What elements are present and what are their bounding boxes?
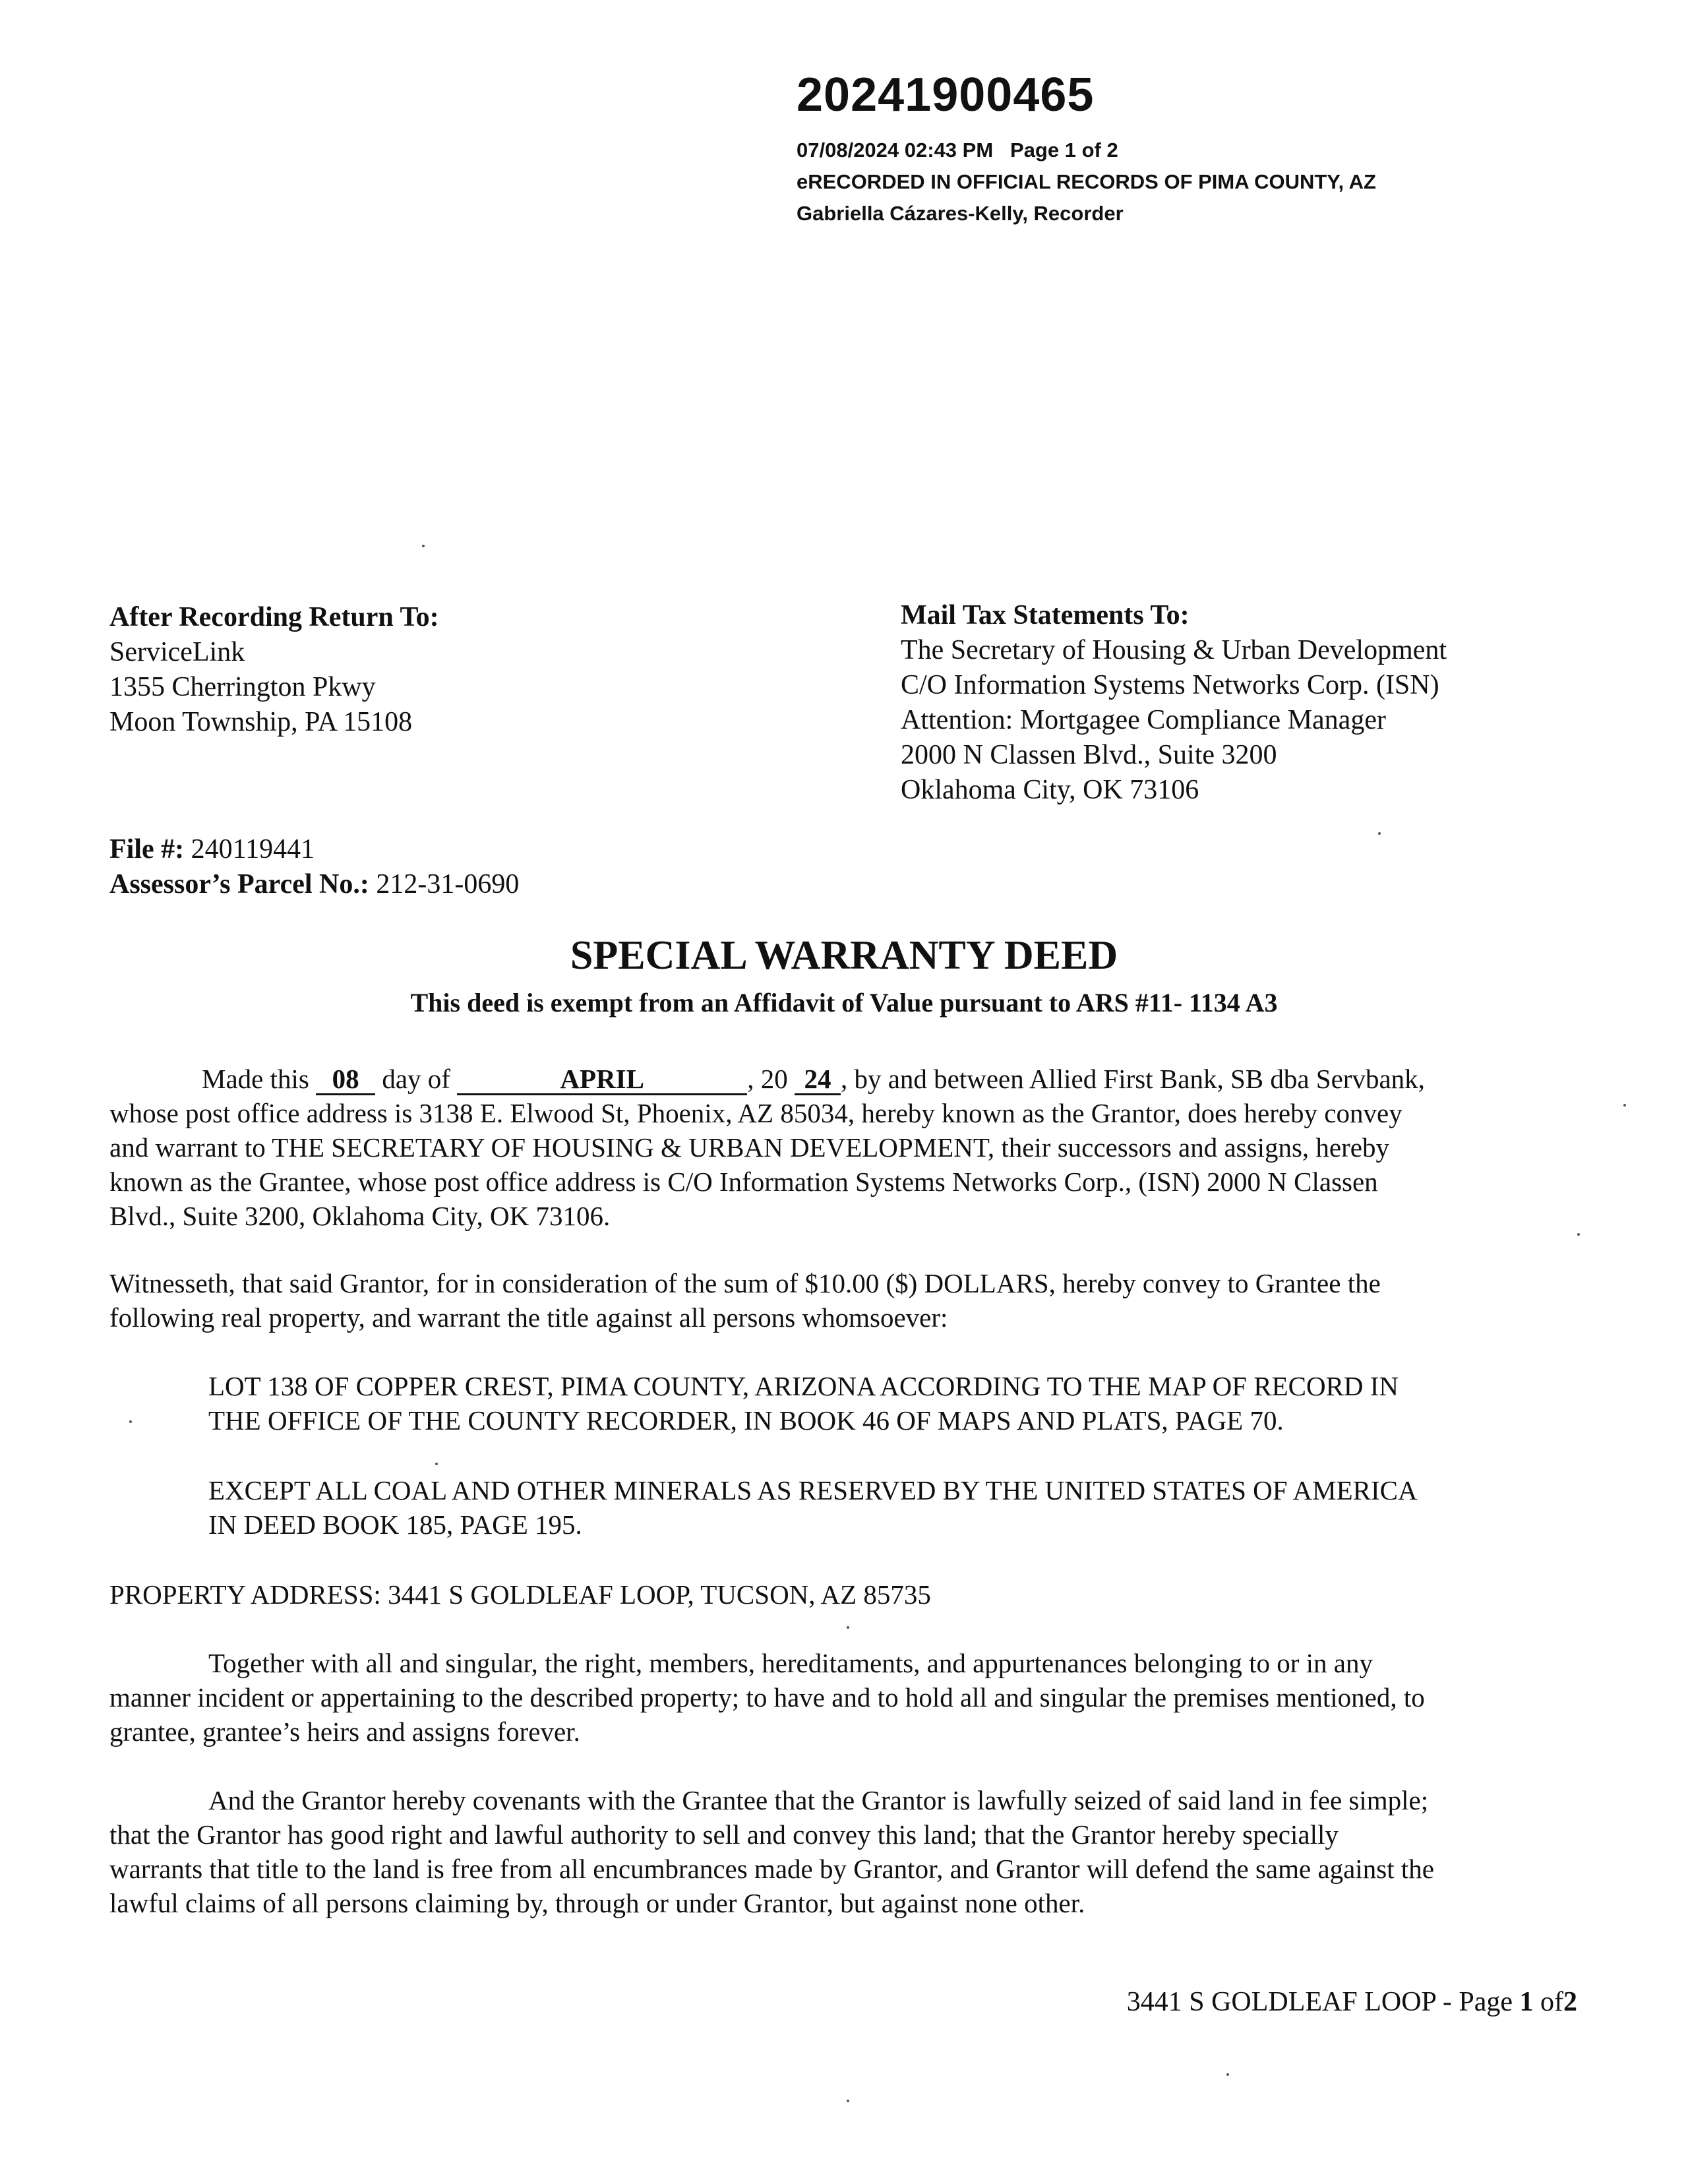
- made-day-of: day of: [382, 1064, 450, 1094]
- property-address: [109, 1577, 931, 1612]
- made-year-prefix: , 20: [747, 1064, 788, 1094]
- return-to-heading: After Recording Return To:: [109, 602, 439, 632]
- file-number-value: 240119441: [191, 834, 315, 864]
- scan-speck: [847, 2100, 849, 2102]
- footer-of: of: [1540, 1987, 1563, 2017]
- return-to-block: [109, 600, 439, 740]
- together-paragraph: [109, 1646, 1425, 1749]
- except-clause: [208, 1473, 1418, 1542]
- scan-speck: [129, 1420, 132, 1423]
- scan-speck: [422, 545, 425, 547]
- mail-tax-line: C/O Information Systems Networks Corp. (ISN): [901, 670, 1439, 700]
- deed-subtitle: This deed is exempt from an Affidavit of Value pursuant to ARS #11- 1134 A3: [410, 988, 1278, 1017]
- covenant-line: that the Grantor has good right and lawful authority to sell and convey this land; that the Grantor hereby specially: [109, 1819, 1339, 1850]
- recording-datetime-line: [797, 140, 1118, 160]
- except-line: EXCEPT ALL COAL AND OTHER MINERALS AS RESERVED BY THE UNITED STATES OF AMERICA: [208, 1475, 1418, 1505]
- except-line: IN DEED BOOK 185, PAGE 195.: [208, 1509, 582, 1540]
- legal-line: LOT 138 OF COPPER CREST, PIMA COUNTY, ARIZONA ACCORDING TO THE MAP OF RECORD IN: [208, 1371, 1399, 1401]
- footer-text: 3441 S GOLDLEAF LOOP - Page: [1126, 1987, 1513, 2017]
- made-line: Blvd., Suite 3200, Oklahoma City, OK 73106.: [109, 1201, 611, 1231]
- recording-datetime: 07/08/2024 02:43 PM: [797, 138, 994, 162]
- scan-speck: [1623, 1104, 1626, 1107]
- witnesseth-line: Witnesseth, that said Grantor, for in consideration of the sum of $10.00 ($) DOLLARS, hereby convey to Grantee the: [109, 1268, 1381, 1298]
- scan-speck: [1577, 1233, 1580, 1236]
- property-address-text: PROPERTY ADDRESS: 3441 S GOLDLEAF LOOP, TUCSON, AZ 85735: [109, 1579, 931, 1610]
- legal-line: THE OFFICE OF THE COUNTY RECORDER, IN BOOK 46 OF MAPS AND PLATS, PAGE 70.: [208, 1405, 1284, 1436]
- covenant-line: lawful claims of all persons claiming by, through or under Grantor, but against none other.: [109, 1888, 1085, 1918]
- file-number: [109, 832, 519, 867]
- month-blank: APRIL: [457, 1065, 747, 1095]
- return-to-line: ServiceLink: [109, 637, 245, 667]
- witnesseth-line: following real property, and warrant the title against all persons whomsoever:: [109, 1302, 948, 1333]
- made-line: and warrant to THE SECRETARY OF HOUSING & URBAN DEVELOPMENT, their successors and assigns, hereby: [109, 1132, 1389, 1163]
- page-footer: [1127, 1986, 1577, 2018]
- witnesseth-paragraph: [109, 1266, 1381, 1335]
- recording-office: eRECORDED IN OFFICIAL RECORDS OF PIMA COUNTY, AZ: [797, 170, 1376, 193]
- scan-speck: [435, 1463, 438, 1465]
- parcel-number: [109, 867, 519, 902]
- mail-tax-line: The Secretary of Housing & Urban Development: [901, 635, 1447, 665]
- mail-tax-line: Oklahoma City, OK 73106: [901, 775, 1199, 805]
- parcel-number-label: Assessor’s Parcel No.:: [109, 869, 369, 899]
- file-number-label: File #:: [109, 834, 185, 864]
- together-line: Together with all and singular, the right, members, hereditaments, and appurtenances belonging to or in any: [208, 1648, 1373, 1678]
- made-line: known as the Grantee, whose post office address is C/O Information Systems Networks Corp., (ISN) 2000 N Classen: [109, 1167, 1378, 1197]
- mail-tax-line: Attention: Mortgagee Compliance Manager: [901, 705, 1386, 735]
- scan-speck: [1226, 2073, 1229, 2076]
- together-line: grantee, grantee’s heirs and assigns forever.: [109, 1716, 580, 1747]
- scan-speck: [847, 1626, 849, 1629]
- covenant-paragraph: [109, 1783, 1434, 1920]
- legal-description: [208, 1369, 1399, 1438]
- day-blank: 08: [316, 1065, 375, 1095]
- file-parcel-block: [109, 832, 519, 902]
- made-prefix: Made this: [202, 1064, 309, 1094]
- mail-tax-line: 2000 N Classen Blvd., Suite 3200: [901, 740, 1277, 770]
- made-rest: , by and between Allied First Bank, SB dba Servbank,: [840, 1064, 1425, 1094]
- recorder-name: Gabriella Cázares-Kelly, Recorder: [797, 202, 1124, 225]
- together-line: manner incident or appertaining to the described property; to have and to hold all and singular the premises mentioned, to: [109, 1682, 1425, 1713]
- made-paragraph: [109, 1062, 1425, 1233]
- scan-speck: [1378, 832, 1381, 835]
- covenant-line: And the Grantor hereby covenants with the Grantee that the Grantor is lawfully seized of said land in fee simple;: [208, 1785, 1429, 1815]
- parcel-number-value: 212-31-0690: [376, 869, 520, 899]
- footer-page: 1: [1519, 1987, 1534, 2017]
- made-line: whose post office address is 3138 E. Elwood St, Phoenix, AZ 85034, hereby known as the Grantor, does hereby convey: [109, 1098, 1402, 1128]
- deed-title: SPECIAL WARRANTY DEED: [570, 933, 1118, 978]
- return-to-line: Moon Township, PA 15108: [109, 707, 413, 737]
- recording-number: 20241900465: [797, 69, 1095, 121]
- recording-page-info: Page 1 of 2: [1010, 138, 1118, 162]
- footer-total: 2: [1563, 1987, 1577, 2017]
- made-first-line: [109, 1062, 1425, 1096]
- return-to-line: 1355 Cherrington Pkwy: [109, 672, 376, 702]
- mail-tax-block: [901, 598, 1447, 808]
- year-blank: 24: [795, 1065, 841, 1095]
- covenant-line: warrants that title to the land is free from all encumbrances made by Grantor, and Grantor will defend the same against the: [109, 1854, 1434, 1884]
- mail-tax-heading: Mail Tax Statements To:: [901, 600, 1190, 630]
